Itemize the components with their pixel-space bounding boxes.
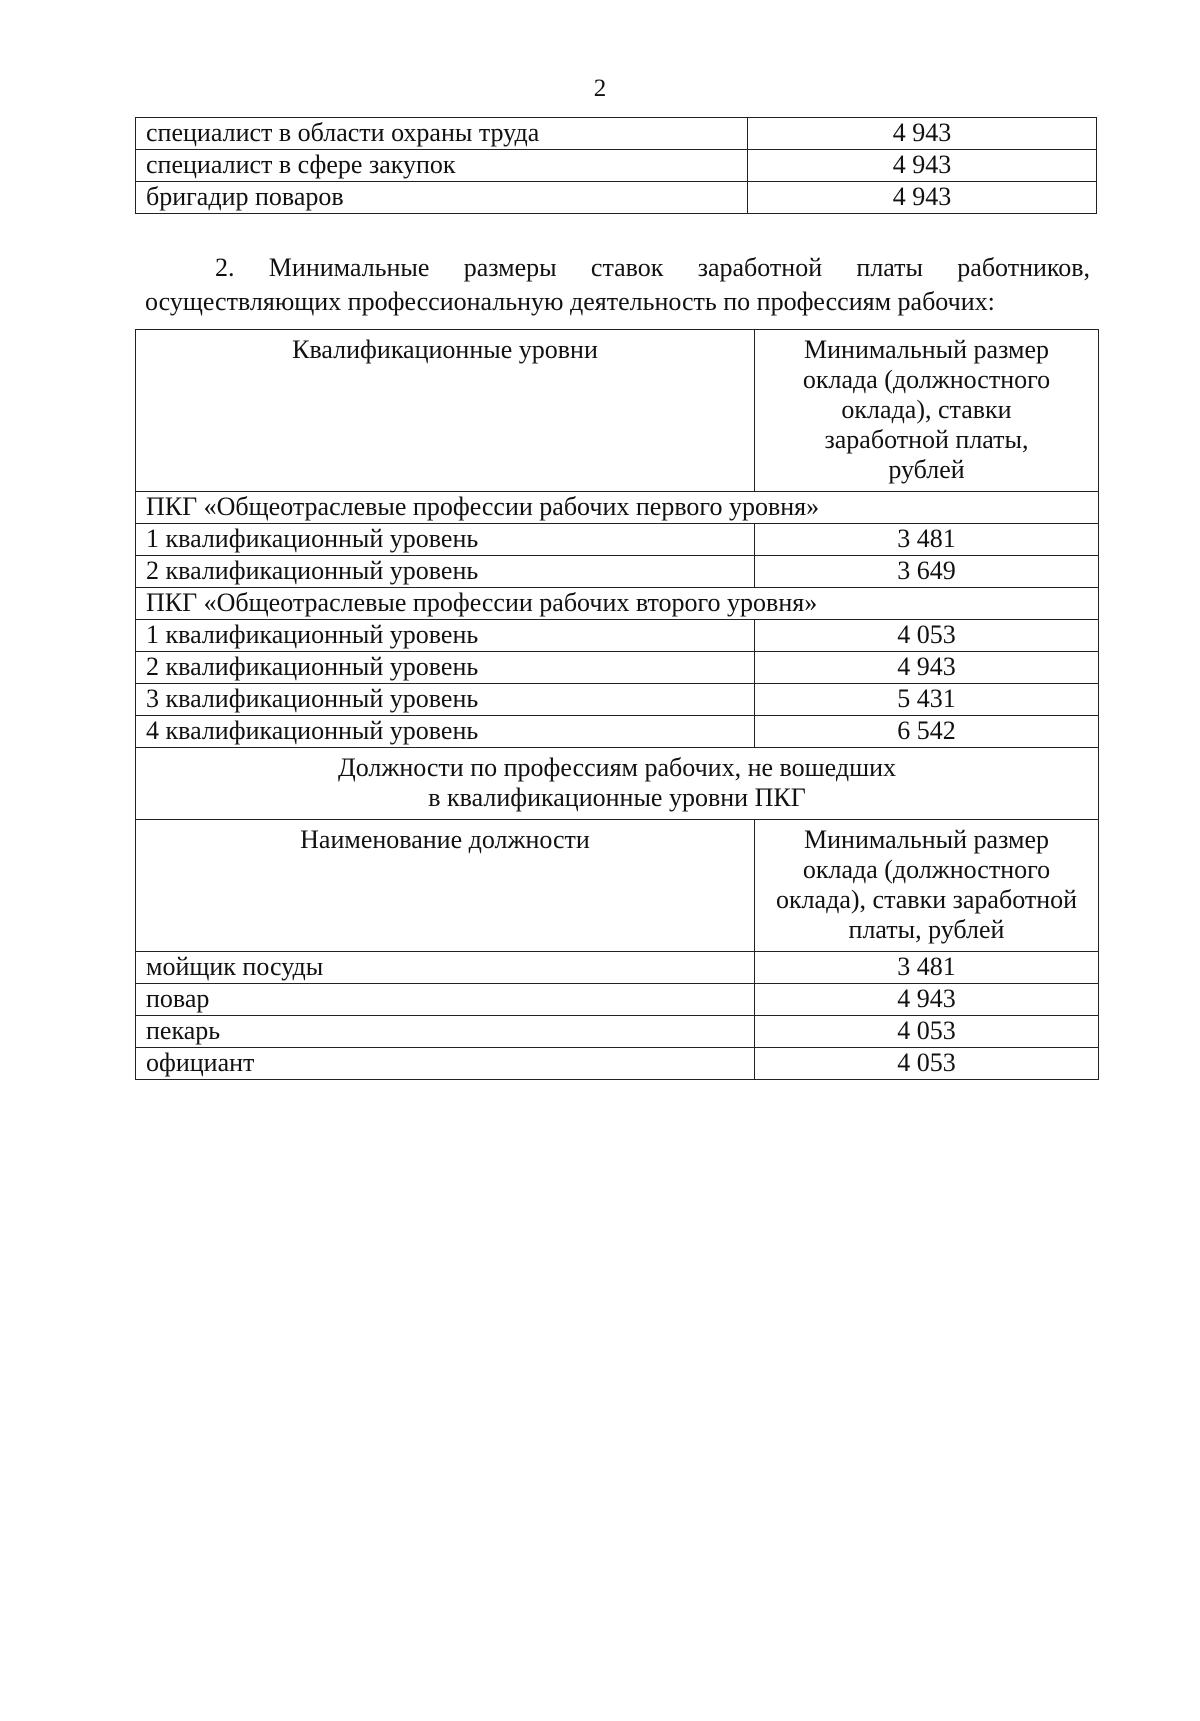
group-title-row <box>136 492 1099 524</box>
position-name: официант <box>136 1048 755 1080</box>
level-name: 1 квалификационный уровень <box>136 524 755 556</box>
salary-value: 4 943 <box>755 652 1099 684</box>
group-title: ПКГ «Общеотраслевые профессии рабочих первого уровня» <box>136 492 1099 524</box>
table-header-row <box>136 330 1099 492</box>
table-row <box>136 1048 1099 1080</box>
salary-value: 4 053 <box>755 1016 1099 1048</box>
table-row <box>136 524 1099 556</box>
other-positions-title-row <box>136 748 1099 820</box>
table-row <box>136 1016 1099 1048</box>
header-position-name: Наименование должности <box>136 820 755 952</box>
group-title-row <box>136 588 1099 620</box>
table-row <box>136 984 1099 1016</box>
level-name: 3 квалификационный уровень <box>136 684 755 716</box>
table-row <box>136 150 1097 182</box>
salary-value: 5 431 <box>755 684 1099 716</box>
title-line: Должности по профессиям рабочих, не вошедших <box>338 753 896 782</box>
position-name: пекарь <box>136 1016 755 1048</box>
salary-value: 4 943 <box>755 984 1099 1016</box>
position-name: специалист в сфере закупок <box>136 150 748 182</box>
table-row <box>136 952 1099 984</box>
position-name: бригадир поваров <box>136 182 748 214</box>
page-number: 2 <box>593 75 607 102</box>
level-name: 4 квалификационный уровень <box>136 716 755 748</box>
header-min-salary <box>755 330 1099 492</box>
position-name: специалист в области охраны труда <box>136 118 748 150</box>
salary-value: 6 542 <box>755 716 1099 748</box>
header-line: заработной платы, <box>824 425 1029 454</box>
salary-value: 4 943 <box>748 150 1097 182</box>
title-line: в квалификационные уровни ПКГ <box>428 783 806 812</box>
table-row <box>136 684 1099 716</box>
level-name: 2 квалификационный уровень <box>136 556 755 588</box>
salary-value: 4 053 <box>755 620 1099 652</box>
header-line: Минимальный размер <box>804 825 1049 854</box>
header-line: оклада), ставки <box>841 395 1012 424</box>
header-min-salary <box>755 820 1099 952</box>
header-line: оклада), ставки заработной <box>775 885 1078 914</box>
group-title: ПКГ «Общеотраслевые профессии рабочих второго уровня» <box>136 588 1099 620</box>
salary-value: 3 481 <box>755 952 1099 984</box>
table-row <box>136 182 1097 214</box>
salary-value: 3 481 <box>755 524 1099 556</box>
level-name: 1 квалификационный уровень <box>136 620 755 652</box>
continued-salary-table <box>135 117 1097 214</box>
paragraph-line: 2. Минимальные размеры ставок заработной платы работников, <box>215 253 1090 282</box>
table-row <box>136 620 1099 652</box>
header-line: оклада (должностного <box>802 855 1051 884</box>
other-header-row <box>136 820 1099 952</box>
section-2-paragraph <box>145 251 1090 319</box>
position-name: мойщик посуды <box>136 952 755 984</box>
table-row <box>136 652 1099 684</box>
workers-salary-table <box>135 329 1099 1080</box>
header-line: оклада (должностного <box>802 365 1051 394</box>
salary-value: 4 943 <box>748 182 1097 214</box>
table-row <box>136 716 1099 748</box>
header-qualification-levels: Квалификационные уровни <box>136 330 755 492</box>
other-positions-title <box>136 748 1099 820</box>
position-name: повар <box>136 984 755 1016</box>
header-line: Минимальный размер <box>804 335 1049 364</box>
salary-value: 4 943 <box>748 118 1097 150</box>
level-name: 2 квалификационный уровень <box>136 652 755 684</box>
header-line: платы, рублей <box>848 915 1005 944</box>
table-row <box>136 556 1099 588</box>
salary-value: 3 649 <box>755 556 1099 588</box>
table-row <box>136 118 1097 150</box>
header-line: рублей <box>888 455 965 484</box>
paragraph-line: осуществляющих профессиональную деятельность по профессиям рабочих: <box>145 287 995 316</box>
salary-value: 4 053 <box>755 1048 1099 1080</box>
